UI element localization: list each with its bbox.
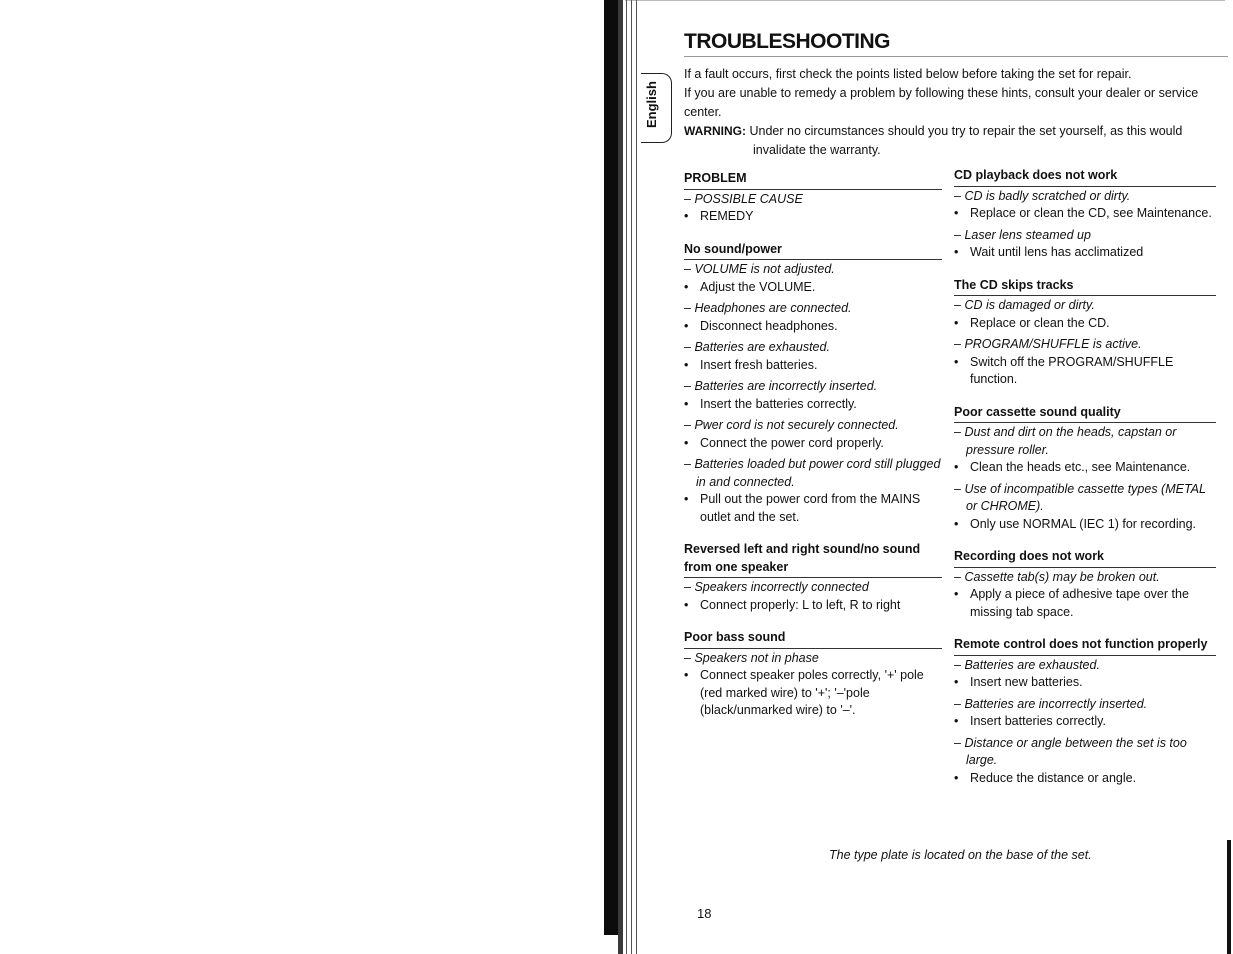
cause-remedy-pair [684,417,942,452]
remedy: • Replace or clean the CD, see Maintenance. [954,205,1216,223]
intro-text [684,65,1204,160]
remedy: • Insert the batteries correctly. [684,396,942,414]
cause-remedy-pair [954,227,1216,262]
trouble-section [684,541,942,614]
trouble-section [954,404,1216,534]
possible-cause: – Cassette tab(s) may be broken out. [954,569,1216,587]
cause-remedy-pair [954,735,1216,788]
remedy: • Connect speaker poles correctly, '+' pole (red marked wire) to '+'; '–'pole (black/unmarked wire) to '–'. [684,667,942,720]
page-title: TROUBLESHOOTING [684,30,890,53]
possible-cause: – CD is damaged or dirty. [954,297,1216,315]
intro-line: If you are unable to remedy a problem by following these hints, consult your dealer or service center. [684,86,1199,119]
warning-label: WARNING: [684,124,746,138]
possible-cause: – PROGRAM/SHUFFLE is active. [954,336,1216,354]
remedy: • Switch off the PROGRAM/SHUFFLE function. [954,354,1216,389]
section-heading: Poor cassette sound quality [954,404,1216,424]
cause-remedy-pair [684,378,942,413]
possible-cause: – Speakers incorrectly connected [684,579,942,597]
section-heading: Recording does not work [954,548,1216,568]
legend [684,170,942,226]
trouble-section [954,167,1216,262]
binding-line [636,0,637,954]
warning-text: Under no circumstances should you try to repair the set yourself, as this would [749,124,1183,138]
legend-heading: PROBLEM [684,170,942,190]
remedy: • Apply a piece of adhesive tape over the missing tab space. [954,586,1216,621]
remedy: • Replace or clean the CD. [954,315,1216,333]
remedy: • Insert new batteries. [954,674,1216,692]
possible-cause: – Dust and dirt on the heads, capstan or pressure roller. [954,424,1216,459]
remedy: • Pull out the power cord from the MAINS outlet and the set. [684,491,942,526]
cause-remedy-pair [684,456,942,526]
possible-cause: – Batteries are incorrectly inserted. [684,378,942,396]
cause-remedy-pair [954,336,1216,389]
binding-edge [618,0,623,954]
possible-cause: – Batteries are exhausted. [684,339,942,357]
remedy: • Connect the power cord properly. [684,435,942,453]
section-heading: The CD skips tracks [954,277,1216,297]
cause-remedy-pair [684,579,942,614]
remedy: • Reduce the distance or angle. [954,770,1216,788]
possible-cause: – Pwer cord is not securely connected. [684,417,942,435]
title-rule [684,56,1228,57]
legend-remedy: • REMEDY [684,208,942,226]
section-heading: Poor bass sound [684,629,942,649]
left-sections [684,241,942,720]
legend-cause: – POSSIBLE CAUSE [684,191,942,209]
intro-line: If a fault occurs, first check the points listed below before taking the set for repair. [684,67,1132,81]
page-number: 18 [697,906,712,921]
binding-line [631,0,632,954]
possible-cause: – Batteries are incorrectly inserted. [954,696,1216,714]
language-tab-label: English [644,81,659,128]
possible-cause: – Use of incompatible cassette types (METAL or CHROME). [954,481,1216,516]
top-rule [625,0,1225,1]
cause-remedy-pair [954,657,1216,692]
trouble-section [684,629,942,720]
trouble-section [954,636,1216,787]
right-column [954,167,1216,802]
remedy: • Insert batteries correctly. [954,713,1216,731]
cause-remedy-pair [684,300,942,335]
cause-remedy-pair [684,650,942,720]
possible-cause: – Speakers not in phase [684,650,942,668]
cause-remedy-pair [954,424,1216,477]
binding-shadow [604,0,618,935]
page-edge-mark [1227,840,1231,954]
cause-remedy-pair [954,696,1216,731]
binding-line [626,0,627,954]
trouble-section [954,277,1216,389]
possible-cause: – Batteries loaded but power cord still plugged in and connected. [684,456,942,491]
remedy: • Insert fresh batteries. [684,357,942,375]
language-tab [641,73,672,143]
remedy: • Connect properly: L to left, R to right [684,597,942,615]
trouble-section [684,241,942,527]
remedy: • Adjust the VOLUME. [684,279,942,297]
possible-cause: – VOLUME is not adjusted. [684,261,942,279]
possible-cause: – CD is badly scratched or dirty. [954,188,1216,206]
remedy: • Wait until lens has acclimatized [954,244,1216,262]
left-column [684,170,942,735]
cause-remedy-pair [954,297,1216,332]
section-heading: Reversed left and right sound/no sound from one speaker [684,541,942,578]
cause-remedy-pair [954,481,1216,534]
remedy: • Only use NORMAL (IEC 1) for recording. [954,516,1216,534]
cause-remedy-pair [684,339,942,374]
section-heading: No sound/power [684,241,942,261]
cause-remedy-pair [954,188,1216,223]
possible-cause: – Headphones are connected. [684,300,942,318]
right-sections [954,167,1216,787]
possible-cause: – Laser lens steamed up [954,227,1216,245]
type-plate-note: The type plate is located on the base of the set. [829,848,1092,862]
possible-cause: – Distance or angle between the set is too large. [954,735,1216,770]
warning [684,122,1204,160]
cause-remedy-pair [954,569,1216,622]
warning-text-cont: invalidate the warranty. [753,143,881,157]
possible-cause: – Batteries are exhausted. [954,657,1216,675]
remedy: • Disconnect headphones. [684,318,942,336]
trouble-section [954,548,1216,621]
section-heading: CD playback does not work [954,167,1216,187]
cause-remedy-pair [684,261,942,296]
section-heading: Remote control does not function properly [954,636,1216,656]
remedy: • Clean the heads etc., see Maintenance. [954,459,1216,477]
